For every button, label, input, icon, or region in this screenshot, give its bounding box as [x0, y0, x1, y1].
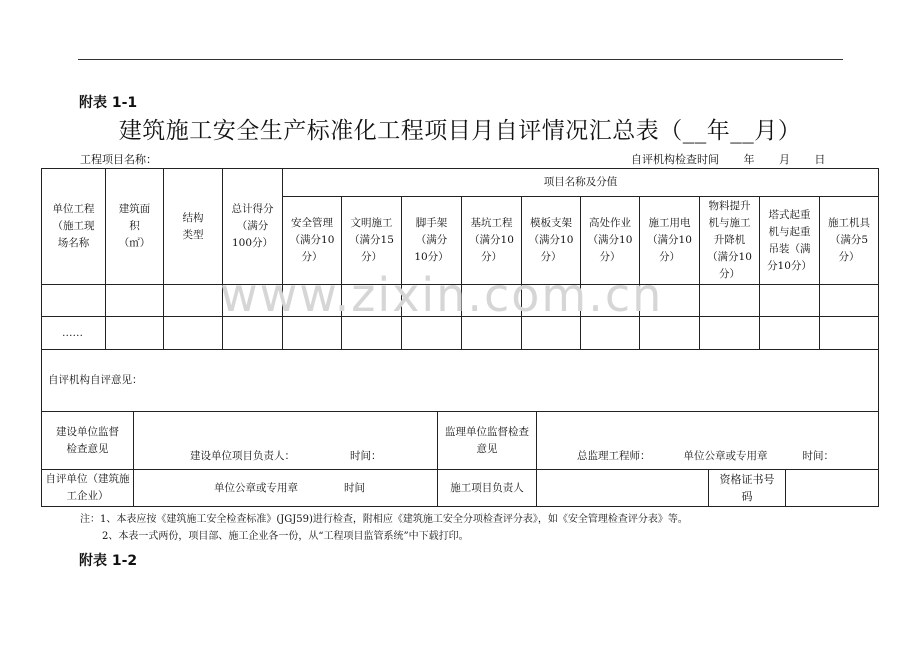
header-item: 施工用电（满分10分）: [639, 196, 700, 285]
header-items-group: 项目名称及分值: [282, 168, 879, 197]
table-cell: [105, 284, 164, 317]
header-item: 施工机具（满分5分）: [819, 196, 879, 285]
table-cell: [580, 316, 640, 350]
table-cell: [341, 316, 402, 350]
self-unit-seal-label: 单位公章或专用章: [214, 481, 298, 494]
table-cell: [759, 316, 820, 350]
header-area: 建筑面积（㎡）: [105, 168, 164, 285]
supervision-signature-label: 总监理工程师：: [577, 450, 651, 462]
header-item: 安全管理（满分10分）: [282, 196, 342, 285]
header-item: 塔式起重机与起重吊装（满分10分）: [759, 196, 820, 285]
header-item: 物料提升机与施工升降机（满分10分）: [699, 196, 760, 285]
note-2: 2、本表一式两份，项目部、施工企业各一份，从“工程项目监管系统”中下载打印。: [102, 531, 469, 542]
construction-unit-label: 建设单位监督检查意见: [41, 411, 134, 470]
supervision-unit-signature-cell: [536, 411, 879, 470]
project-name-label: 工程项目名称：: [80, 153, 157, 166]
table-cell-ellipsis: ……: [41, 316, 106, 350]
table-cell: [699, 316, 760, 350]
document-title: 建筑施工安全生产标准化工程项目月自评情况汇总表（__年__月）: [118, 118, 802, 144]
note-1: 注：1、本表应按《建筑施工安全检查标准》(JGJ59)进行检查，附相应《建筑施工安全分项检查评分表》，如《安全管理检查评分表》等。: [80, 514, 688, 525]
table-cell: [401, 284, 462, 317]
table-cell: [41, 284, 106, 317]
header-item: 高处作业（满分10分）: [580, 196, 640, 285]
construction-signature-label: 建设单位项目负责人：: [190, 450, 295, 462]
construction-time-label: 时间：: [350, 450, 382, 462]
table-cell: [639, 284, 700, 317]
table-cell: [785, 469, 879, 507]
table-cell: [282, 316, 342, 350]
table-cell: [163, 316, 223, 350]
top-rule: [78, 59, 843, 60]
table-cell: [639, 316, 700, 350]
header-structure: 结构类型: [163, 168, 223, 285]
supervision-time-label: 时间：: [802, 450, 834, 462]
supervision-unit-label: 监理单位监督检查意见: [437, 411, 537, 470]
appendix-label-2: 附表 1-2: [79, 553, 138, 569]
self-unit-seal-cell: [133, 469, 438, 507]
table-cell: [105, 316, 164, 350]
table-cell: [282, 284, 342, 317]
project-manager-label: 施工项目负责人: [437, 469, 537, 507]
header-total-score: 总计得分（满分100分）: [222, 168, 283, 285]
supervision-seal-label: 单位公章或专用章: [683, 450, 768, 462]
table-cell: [536, 469, 709, 507]
header-item: 文明施工（满分15分）: [341, 196, 402, 285]
table-cell: [461, 316, 522, 350]
table-cell: [819, 284, 879, 317]
self-unit-label: 自评单位（建筑施工企业）: [41, 469, 134, 507]
table-cell: [521, 316, 581, 350]
appendix-label: 附表 1-1: [79, 95, 138, 111]
check-time-label: 自评机构检查时间 年 月 日: [631, 153, 826, 166]
table-cell: [819, 316, 879, 350]
table-cell: [401, 316, 462, 350]
self-opinion-cell: 自评机构自评意见：: [41, 349, 879, 412]
table-cell: [461, 284, 522, 317]
self-unit-time-label: 时间: [344, 481, 365, 494]
cert-no-label: 资格证书号码: [708, 469, 786, 507]
header-item: 基坑工程（满分10分）: [461, 196, 522, 285]
table-cell: [580, 284, 640, 317]
header-item: 模板支架（满分10分）: [521, 196, 581, 285]
table-cell: [222, 316, 283, 350]
table-cell: [163, 284, 223, 317]
table-cell: [222, 284, 283, 317]
table-cell: [341, 284, 402, 317]
watermark: www.zixin.com.cn: [220, 268, 664, 322]
header-item: 脚手架（满分10分）: [401, 196, 462, 285]
header-unit-project: 单位工程（施工现场名称: [41, 168, 106, 285]
table-cell: [521, 284, 581, 317]
construction-unit-signature-cell: [133, 411, 438, 470]
table-cell: [699, 284, 760, 317]
table-cell: [759, 284, 820, 317]
